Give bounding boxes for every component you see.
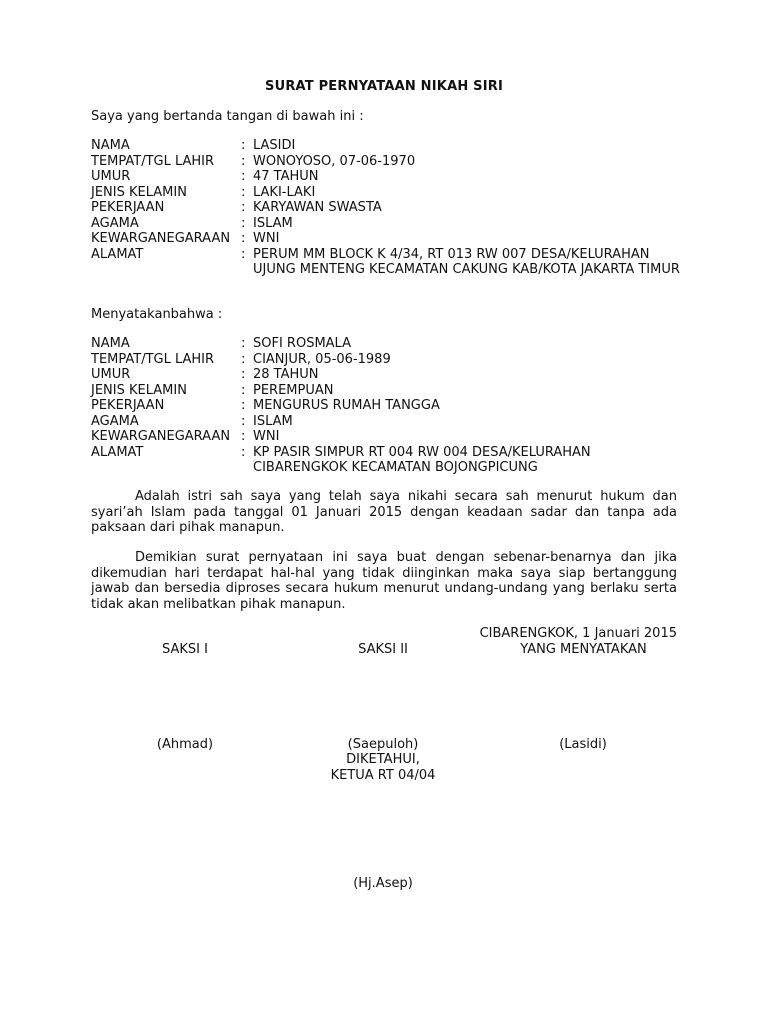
field-row-jenis-kelamin (91, 185, 681, 201)
field-colon: : (241, 200, 246, 215)
field-colon: : (241, 444, 246, 460)
field-colon: : (241, 138, 246, 153)
field-label: JENIS KELAMIN (91, 184, 187, 200)
witness2-name: (Saepuloh) (347, 737, 419, 752)
field-row-pekerjaan (91, 398, 681, 414)
field-label: KEWARGANEGARAAN (91, 231, 231, 246)
field-colon: : (241, 398, 246, 413)
field-value: WNI (253, 231, 280, 246)
field-colon: : (241, 215, 246, 231)
field-label: PEKERJAAN (91, 398, 165, 413)
field-value: WONOYOSO, 07-06-1970 (253, 153, 416, 169)
rt-head-name: (Hj.Asep) (353, 876, 413, 891)
field-row-agama (91, 216, 681, 232)
field-label: NAMA (91, 138, 130, 153)
field-value: ISLAM (253, 413, 293, 429)
field-colon: : (241, 169, 246, 184)
field-row-umur (91, 169, 681, 185)
statement-paragraph: Adalah istri sah saya yang telah saya nikahi secara sah menurut hukum dan syari’ah Islam pada tanggal 01 Januari 2015 dengan keadaan sadar dan tanpa ada paksaan dari pihak manapun. (91, 489, 677, 535)
field-value: CIANJUR, 05-06-1989 (253, 351, 391, 367)
field-value: PERUM MM BLOCK K 4/34, RT 013 RW 007 DESA/KELURAHAN UJUNG MENTENG KECAMATAN CAKUNG KAB/KOTA JAKARTA TIMUR (253, 246, 680, 277)
place-date: CIBARENGKOK, 1 Januari 2015 (479, 626, 677, 641)
field-value: MENGURUS RUMAH TANGGA (253, 398, 440, 413)
field-colon: : (241, 153, 246, 169)
witness2-label: SAKSI II (358, 642, 408, 657)
field-row-tempat-tgl-lahir (91, 352, 681, 368)
field-colon: : (241, 246, 246, 262)
field-label: TEMPAT/TGL LAHIR (91, 351, 215, 367)
field-label: ALAMAT (91, 444, 144, 460)
field-value: KARYAWAN SWASTA (253, 200, 382, 215)
field-row-alamat (91, 247, 681, 278)
field-value: LAKI-LAKI (253, 184, 316, 200)
field-value: PEREMPUAN (253, 382, 334, 398)
field-row-tempat-tgl-lahir (91, 154, 681, 170)
declarant-details (91, 138, 681, 278)
field-label: AGAMA (91, 413, 139, 429)
field-colon: : (241, 367, 246, 382)
field-row-agama (91, 414, 681, 430)
witness1-name: (Ahmad) (156, 737, 214, 752)
field-label: PEKERJAAN (91, 200, 165, 215)
field-colon: : (241, 336, 246, 351)
field-row-pekerjaan (91, 200, 681, 216)
field-colon: : (241, 429, 246, 444)
field-label: NAMA (91, 336, 130, 351)
rt-head-title: KETUA RT 04/04 (330, 767, 436, 783)
acknowledged-label: DIKETAHUI, (346, 752, 420, 767)
field-label: JENIS KELAMIN (91, 382, 187, 398)
field-colon: : (241, 351, 246, 367)
document-title: SURAT PERNYATAAN NIKAH SIRI (265, 79, 503, 94)
field-value: KP PASIR SIMPUR RT 004 RW 004 DESA/KELURAHAN CIBARENGKOK KECAMATAN BOJONGPICUNG (253, 444, 591, 475)
field-label: AGAMA (91, 215, 139, 231)
field-value: WNI (253, 429, 280, 444)
closing-paragraph: Demikian surat pernyataan ini saya buat dengan sebenar-benarnya dan jika dikemudian hari terdapat hal-hal yang tidak diinginkan maka saya siap bertanggung jawab dan bersedia diproses secara hukum menurut undang-undang yang berlaku serta tidak akan melibatkan pihak manapun. (91, 550, 677, 612)
declaration-heading: Menyatakanbahwa : (91, 307, 223, 322)
field-row-nama (91, 336, 681, 352)
field-colon: : (241, 382, 246, 398)
field-value: SOFI ROSMALA (253, 336, 351, 351)
field-label: TEMPAT/TGL LAHIR (91, 153, 215, 169)
field-colon: : (241, 413, 246, 429)
field-row-jenis-kelamin (91, 383, 681, 399)
field-label: ALAMAT (91, 246, 144, 262)
witness1-label: SAKSI I (162, 642, 208, 657)
field-colon: : (241, 184, 246, 200)
field-value: ISLAM (253, 215, 293, 231)
field-colon: : (241, 231, 246, 246)
field-label: UMUR (91, 169, 131, 184)
field-row-umur (91, 367, 681, 383)
acknowledgement (283, 752, 483, 783)
spouse-details (91, 336, 681, 476)
field-row-nama (91, 138, 681, 154)
field-label: KEWARGANEGARAAN (91, 429, 231, 444)
field-row-kewarganegaraan (91, 231, 681, 247)
field-row-kewarganegaraan (91, 429, 681, 445)
field-value: LASIDI (253, 138, 296, 153)
field-row-alamat (91, 445, 681, 476)
field-label: UMUR (91, 367, 131, 382)
field-value: 47 TAHUN (253, 169, 319, 184)
declarant-name: (Lasidi) (559, 737, 607, 752)
intro-text: Saya yang bertanda tangan di bawah ini : (91, 109, 364, 124)
field-value: 28 TAHUN (253, 367, 319, 382)
declarant-label: YANG MENYATAKAN (520, 642, 647, 657)
